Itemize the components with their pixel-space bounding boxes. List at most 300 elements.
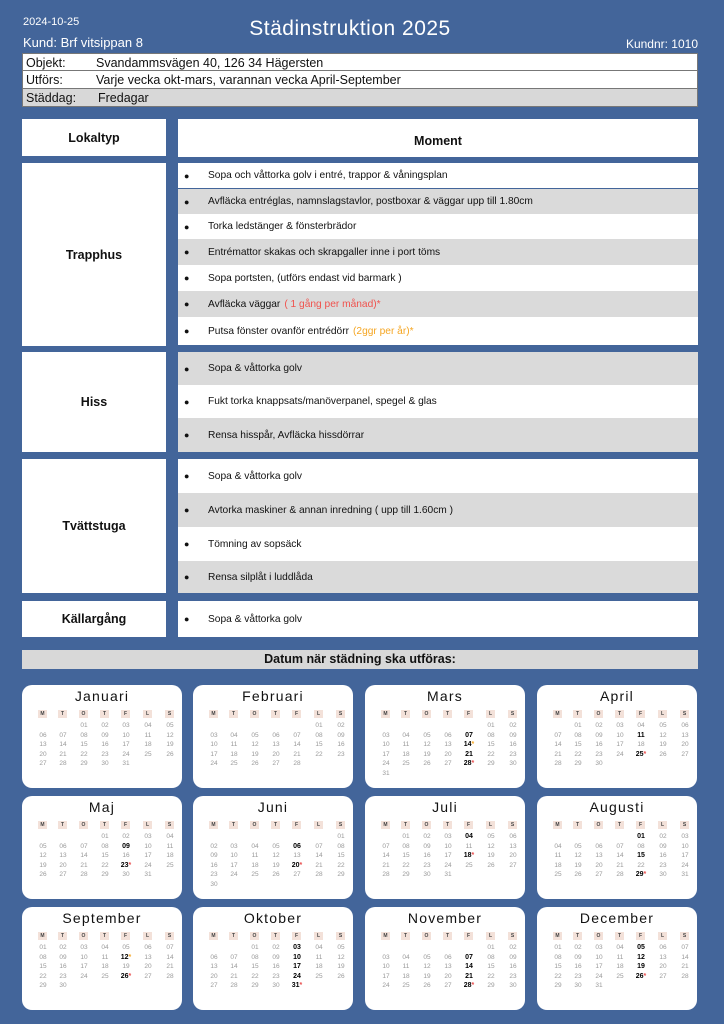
day-number: 15	[39, 963, 47, 970]
weekday-header: T	[100, 821, 109, 829]
day-number: 19	[423, 750, 431, 758]
day-number: 05	[122, 944, 130, 951]
calendar-day	[141, 722, 155, 729]
day-number: 23	[509, 972, 517, 980]
calendar-day	[207, 843, 221, 850]
calendar-day	[98, 722, 112, 729]
calendar-day	[312, 973, 326, 980]
day-number: 15	[337, 852, 345, 859]
day-number: 20	[509, 852, 517, 859]
bullet-icon: ●	[184, 572, 190, 582]
calendar-day	[634, 751, 648, 758]
calendar-day	[551, 982, 565, 989]
calendar-day	[163, 954, 177, 961]
day-number: 20	[595, 861, 603, 869]
bullet-icon: ●	[184, 170, 190, 181]
day-number: 17	[80, 963, 88, 970]
calendar-day	[462, 741, 476, 748]
weekday-header: M	[38, 821, 47, 829]
calendar-day	[420, 982, 434, 989]
calendar-day	[613, 862, 627, 869]
calendar-day	[592, 741, 606, 748]
weekday-header: S	[680, 821, 689, 829]
task-text: Sopa & våttorka golv	[208, 363, 303, 374]
task-text: Avtorka maskiner & annan inredning ( upp till 1.60cm )	[208, 504, 454, 516]
bullet-icon: ●	[184, 363, 190, 374]
calendar-day	[506, 852, 520, 859]
calendar-day	[36, 871, 50, 878]
info-value: Svandammsvägen 40, 126 34 Hägersten	[96, 56, 324, 70]
calendar-day	[399, 732, 413, 739]
bullet-icon: ●	[184, 471, 190, 481]
day-number: 24	[616, 750, 624, 758]
calendar-day	[207, 982, 221, 989]
day-number: 22	[337, 861, 345, 869]
calendar-day	[119, 722, 133, 729]
calendar-day	[98, 963, 112, 970]
task-text: Avfläcka entréglas, namnslagstavlor, postboxar & väggar upp till 1.80cm	[208, 196, 533, 207]
month-name: December	[579, 910, 655, 926]
day-number: 18	[230, 750, 238, 758]
calendar-day	[36, 963, 50, 970]
day-number: 22	[39, 972, 47, 980]
day-number: 05	[637, 944, 645, 951]
day-number: 25	[554, 871, 562, 878]
day-number: 02	[509, 722, 517, 729]
calendar-day	[227, 852, 241, 859]
calendar-day	[227, 732, 241, 739]
calendar-day	[56, 741, 70, 748]
day-number: 20	[681, 741, 689, 748]
calendar-day	[227, 760, 241, 767]
weekday-header: T	[573, 821, 582, 829]
calendar-day	[656, 862, 670, 869]
calendar-day	[441, 741, 455, 748]
calendar-day	[36, 852, 50, 859]
calendar-day	[420, 852, 434, 859]
day-number: 13	[509, 842, 517, 850]
calendar-day	[441, 732, 455, 739]
calendar-day	[571, 843, 585, 850]
month-name: September	[62, 910, 142, 926]
dates-title: Datum när städning ska utföras:	[22, 650, 698, 669]
day-number: 11	[230, 741, 238, 748]
calendar-day	[207, 973, 221, 980]
calendar-day	[484, 944, 498, 951]
task-text: Fukt torka knappsats/manöverpanel, spegel & glas	[208, 396, 437, 407]
col-moment-label: Moment	[414, 134, 462, 148]
day-number: 28	[382, 871, 390, 878]
day-number: 11	[402, 963, 410, 970]
calendar-day	[248, 732, 262, 739]
calendar-day	[551, 963, 565, 970]
task-text: Rensa hisspår, Avfläcka hissdörrar	[208, 429, 365, 441]
day-number: 14	[166, 953, 174, 961]
day-number: 02	[659, 833, 667, 840]
calendar-day	[36, 751, 50, 758]
weekday-header: L	[486, 710, 495, 718]
calendar-day	[592, 871, 606, 878]
calendar-day	[227, 954, 241, 961]
calendar-day	[77, 852, 91, 859]
calendar-day	[571, 862, 585, 869]
day-number: 31	[595, 982, 603, 989]
month-card-augusti	[537, 796, 697, 899]
calendar-day	[56, 954, 70, 961]
calendar-day	[656, 741, 670, 748]
day-number: 24	[122, 750, 130, 758]
day-number: 16	[659, 852, 667, 859]
calendar-day	[141, 963, 155, 970]
day-number: 17	[595, 963, 603, 970]
day-number: 26	[487, 861, 495, 869]
day-number: 25	[251, 871, 259, 878]
day-number: 17	[230, 861, 238, 869]
day-number: 07	[465, 953, 473, 961]
calendar-day	[290, 732, 304, 739]
calendar-day	[399, 954, 413, 961]
day-number: 31	[444, 871, 452, 878]
star-icon: *	[643, 750, 647, 758]
task-text: Sopa portsten, (utförs endast vid barmark )	[208, 272, 402, 284]
day-number: 08	[251, 953, 259, 961]
day-number: 29	[80, 760, 88, 767]
calendar-day	[379, 954, 393, 961]
month-name: Juni	[257, 799, 289, 815]
day-number: 12	[574, 852, 582, 859]
weekday-header: L	[314, 821, 323, 829]
weekday-header: F	[121, 932, 130, 940]
day-number: 05	[337, 944, 345, 951]
month-card-september	[22, 907, 182, 1010]
calendar-day	[141, 732, 155, 739]
month-name: Oktober	[243, 910, 303, 926]
month-card-januari	[22, 685, 182, 788]
day-number: 19	[637, 963, 645, 970]
weekday-header: T	[573, 932, 582, 940]
day-number: 01	[637, 833, 645, 840]
day-number: 27	[210, 982, 218, 989]
calendar-day	[269, 843, 283, 850]
day-number: 03	[293, 944, 301, 951]
day-number: 22	[251, 972, 259, 980]
info-label: Objekt:	[26, 56, 66, 70]
day-number: 23	[120, 861, 129, 869]
day-number: 09	[59, 953, 67, 961]
day-number: 20	[444, 972, 452, 980]
day-number: 23	[423, 861, 431, 869]
day-number: 03	[382, 953, 390, 961]
day-number: 30	[101, 760, 109, 767]
day-number: 24	[293, 972, 301, 980]
calendar-day	[312, 751, 326, 758]
day-number: 10	[80, 953, 88, 961]
calendar-day	[484, 862, 498, 869]
day-number: 12	[166, 731, 174, 739]
calendar-day	[441, 760, 455, 767]
calendar-day	[312, 741, 326, 748]
calendar-day	[484, 833, 498, 840]
info-row	[22, 53, 698, 71]
calendar-day	[227, 871, 241, 878]
calendar-day	[592, 732, 606, 739]
calendar-day	[269, 852, 283, 859]
day-number: 09	[337, 731, 345, 739]
info-value: Varje vecka okt-mars, varannan vecka April-September	[96, 73, 401, 87]
weekday-header: S	[336, 932, 345, 940]
day-number: 16	[423, 852, 431, 859]
day-number: 13	[293, 852, 301, 859]
day-number: 05	[659, 722, 667, 729]
weekday-header: O	[422, 710, 431, 718]
calendar-day	[420, 871, 434, 878]
weekday-header: T	[229, 821, 238, 829]
calendar-day	[312, 852, 326, 859]
day-number: 15	[101, 852, 109, 859]
day-number: 04	[637, 722, 645, 729]
calendar-day	[334, 833, 348, 840]
calendar-day	[592, 843, 606, 850]
section-type-label: Hiss	[80, 395, 108, 409]
calendar-day	[420, 843, 434, 850]
day-number: 08	[315, 731, 323, 739]
day-number: 04	[315, 944, 323, 951]
day-number: 12	[337, 953, 345, 961]
calendar-day	[399, 760, 413, 767]
day-number: 16	[574, 963, 582, 970]
weekday-header: L	[143, 821, 152, 829]
day-number: 14	[230, 963, 238, 970]
day-number: 14	[59, 741, 67, 748]
day-number: 31	[144, 871, 152, 878]
day-number: 26	[272, 871, 280, 878]
calendar-day	[312, 732, 326, 739]
calendar-day	[678, 852, 692, 859]
day-number: 12	[272, 852, 280, 859]
day-number: 14	[465, 963, 473, 970]
day-number: 01	[402, 833, 410, 840]
calendar-day	[334, 944, 348, 951]
calendar-day	[248, 741, 262, 748]
month-card-oktober	[193, 907, 353, 1010]
day-number: 13	[272, 741, 280, 748]
day-number: 03	[382, 731, 390, 739]
star-icon: *	[128, 861, 132, 869]
weekday-header: T	[401, 710, 410, 718]
calendar-day	[379, 871, 393, 878]
day-number: 28	[463, 760, 472, 767]
month-card-november	[365, 907, 525, 1010]
calendar-day	[420, 954, 434, 961]
bullet-icon: ●	[184, 430, 190, 440]
day-number: 20	[59, 861, 67, 869]
calendar-day	[36, 954, 50, 961]
calendar-day	[506, 843, 520, 850]
calendar-day	[506, 833, 520, 840]
calendar-day	[36, 944, 50, 951]
calendar-day	[678, 963, 692, 970]
day-number: 07	[681, 944, 689, 951]
day-number: 04	[230, 731, 238, 739]
bullet-icon: ●	[184, 326, 190, 336]
day-number: 25	[465, 861, 473, 869]
task-text: Putsa fönster ovanför entrédörr	[208, 325, 350, 337]
calendar-day	[656, 973, 670, 980]
day-number: 25	[144, 750, 152, 758]
info-label: Utförs:	[26, 73, 63, 87]
calendar-day	[551, 732, 565, 739]
calendar-day	[379, 963, 393, 970]
header-date: 2024-10-25	[23, 16, 80, 28]
weekday-header: T	[573, 710, 582, 718]
calendar-day	[98, 741, 112, 748]
day-number: 11	[616, 953, 624, 961]
day-number: 21	[293, 750, 301, 758]
task-text: Rensa silplåt i luddlåda	[208, 571, 313, 583]
calendar-day	[312, 862, 326, 869]
calendar-day	[56, 751, 70, 758]
day-number: 29	[635, 871, 644, 878]
calendar-day	[462, 751, 476, 758]
calendar-day	[119, 852, 133, 859]
day-number: 29	[402, 871, 410, 878]
day-number: 22	[487, 750, 495, 758]
day-number: 22	[574, 750, 582, 758]
calendar-day	[163, 973, 177, 980]
day-number: 09	[423, 842, 431, 850]
day-number: 03	[210, 731, 218, 739]
month-card-juli	[365, 796, 525, 899]
calendar-day	[484, 982, 498, 989]
bullet-icon: ●	[184, 273, 190, 283]
day-number: 04	[465, 833, 473, 840]
weekday-header: T	[58, 710, 67, 718]
day-number: 07	[59, 731, 67, 739]
task-text: Avfläcka väggar	[208, 298, 281, 310]
month-card-juni	[193, 796, 353, 899]
day-number: 08	[337, 842, 345, 850]
day-number: 09	[101, 731, 109, 739]
calendar-day	[571, 741, 585, 748]
day-number: 23	[595, 750, 603, 758]
section-type-trapphus	[22, 163, 166, 346]
weekday-header: T	[615, 710, 624, 718]
calendar-day	[56, 871, 70, 878]
calendar-day	[420, 732, 434, 739]
calendar-day	[56, 963, 70, 970]
day-number: 29	[574, 760, 582, 767]
calendar-day	[441, 843, 455, 850]
day-number: 09	[272, 953, 280, 961]
day-number: 02	[595, 722, 603, 729]
calendar-day	[141, 973, 155, 980]
month-name: November	[407, 910, 483, 926]
calendar-day	[141, 741, 155, 748]
calendar-day	[656, 954, 670, 961]
calendar-day	[56, 862, 70, 869]
header-customer-nr: Kundnr: 1010	[625, 37, 698, 51]
weekday-header: T	[615, 932, 624, 940]
day-number: 21	[59, 750, 67, 758]
day-number: 05	[166, 722, 174, 729]
calendar-day	[571, 944, 585, 951]
day-number: 29	[251, 982, 259, 989]
day-number: 08	[80, 731, 88, 739]
calendar-day	[551, 973, 565, 980]
calendar-day	[36, 760, 50, 767]
task-note: (2ggr per år)*	[353, 325, 414, 337]
day-number: 27	[272, 760, 280, 767]
weekday-header: T	[100, 932, 109, 940]
day-number: 26	[120, 972, 129, 980]
calendar-day	[678, 833, 692, 840]
calendar-day	[36, 843, 50, 850]
day-number: 01	[80, 722, 88, 729]
day-number: 17	[616, 741, 624, 748]
calendar-day	[334, 973, 348, 980]
calendar-day	[334, 871, 348, 878]
day-number: 28	[554, 760, 562, 767]
calendar-day	[656, 722, 670, 729]
calendar-day	[334, 963, 348, 970]
calendar-day	[227, 843, 241, 850]
calendar-day	[98, 944, 112, 951]
day-number: 24	[144, 861, 152, 869]
day-number: 17	[293, 963, 301, 970]
day-number: 15	[574, 741, 582, 748]
day-number: 15	[554, 963, 562, 970]
calendar-day	[379, 760, 393, 767]
weekday-header: S	[508, 932, 517, 940]
calendar-day	[56, 944, 70, 951]
weekday-header: M	[553, 932, 562, 940]
calendar-day	[506, 751, 520, 758]
day-number: 16	[101, 741, 109, 748]
day-number: 29	[337, 871, 345, 878]
star-icon: *	[299, 982, 303, 989]
calendar-day	[571, 732, 585, 739]
calendar-day	[207, 963, 221, 970]
weekday-header: L	[314, 932, 323, 940]
calendar-day	[551, 741, 565, 748]
calendar-day	[269, 741, 283, 748]
day-number: 19	[423, 972, 431, 980]
day-number: 12	[659, 731, 667, 739]
day-number: 09	[595, 731, 603, 739]
calendar-day	[462, 963, 476, 970]
calendar-day	[269, 862, 283, 869]
day-number: 13	[59, 852, 67, 859]
calendar-day	[634, 973, 648, 980]
day-number: 10	[144, 842, 152, 850]
day-number: 26	[166, 750, 174, 758]
day-number: 08	[101, 842, 109, 850]
day-number: 27	[39, 760, 47, 767]
weekday-header: O	[422, 821, 431, 829]
day-number: 12	[39, 852, 47, 859]
calendar-day	[506, 982, 520, 989]
weekday-header: O	[422, 932, 431, 940]
calendar-day	[571, 982, 585, 989]
calendar-day	[613, 973, 627, 980]
calendar-day	[441, 833, 455, 840]
day-number: 08	[487, 731, 495, 739]
day-number: 13	[144, 953, 152, 961]
day-number: 08	[39, 953, 47, 961]
day-number: 28	[463, 982, 472, 989]
calendar-day	[441, 963, 455, 970]
calendar-day	[248, 973, 262, 980]
